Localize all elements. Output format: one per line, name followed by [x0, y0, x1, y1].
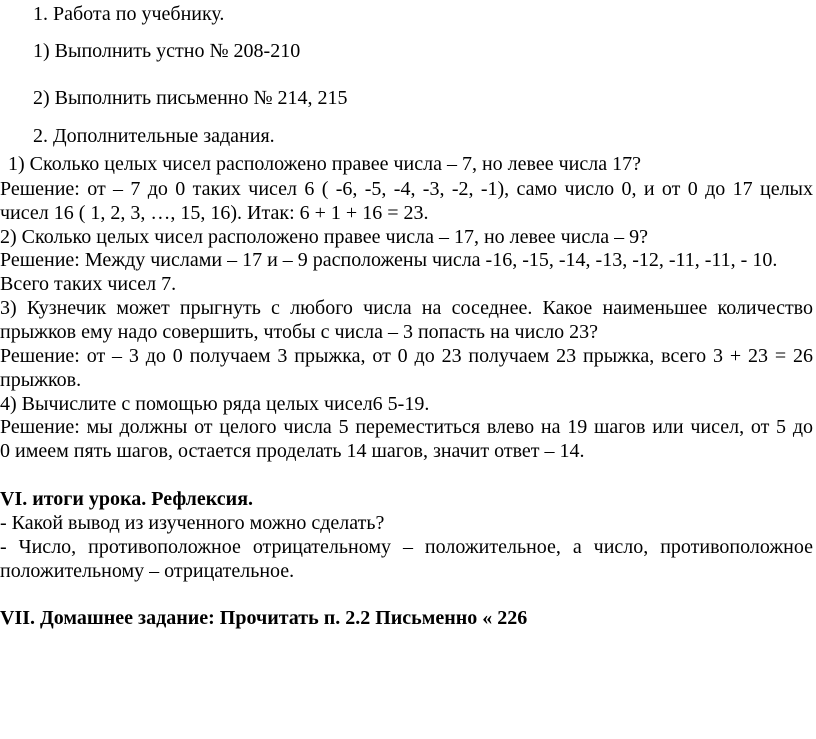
question-3-line-1: 3) Кузнечик может прыгнуть с любого числа на соседнее. Какое наименьшее количество	[0, 297, 813, 319]
task-heading-extra: 2. Дополнительные задания.	[33, 125, 275, 147]
task-heading-textbook: 1. Работа по учебнику.	[33, 3, 225, 25]
task-written: 2) Выполнить письменно № 214, 215	[33, 87, 348, 109]
question-2: 2) Сколько целых чисел расположено правее числа – 17, но левее числа – 9?	[0, 226, 648, 248]
solution-2-line-2: Всего таких чисел 7.	[0, 273, 177, 295]
solution-2-line-1: Решение: Между числами – 17 и – 9 расположены числа -16, -15, -14, -13, -12, -11, -11, - 10.	[0, 249, 778, 271]
solution-1-line-1: Решение: от – 7 до 0 таких чисел 6 ( -6, -5, -4, -3, -2, -1), само число 0, и от 0 до 17 целых	[0, 178, 813, 200]
reflection-heading: VI. итоги урока. Рефлексия.	[0, 488, 254, 510]
reflection-question: - Какой вывод из изученного можно сделать?	[0, 512, 385, 534]
question-3-line-2: прыжков ему надо совершить, чтобы с числа – 3 попасть на число 23?	[0, 321, 599, 343]
solution-1-line-2: чисел 16 ( 1, 2, 3, …, 15, 16). Итак: 6 + 1 + 16 = 23.	[0, 202, 429, 224]
reflection-answer-line-2: положительному – отрицательное.	[0, 560, 295, 582]
reflection-answer-line-1: - Число, противоположное отрицательному – положительное, а число, противоположное	[0, 536, 813, 558]
solution-3-line-1: Решение: от – 3 до 0 получаем 3 прыжка, от 0 до 23 получаем 23 прыжка, всего 3 + 23 = 26	[0, 345, 813, 367]
solution-4-line-2: 0 имеем пять шагов, остается проделать 14 шагов, значит ответ – 14.	[0, 440, 585, 462]
solution-4-line-1: Решение: мы должны от целого числа 5 переместиться влево на 19 шагов или чисел, от 5 до	[0, 416, 813, 438]
question-4: 4) Вычислите с помощью ряда целых чисел6 5-19.	[0, 393, 430, 415]
task-oral: 1) Выполнить устно № 208-210	[33, 40, 301, 62]
homework-heading: VII. Домашнее задание: Прочитать п. 2.2 Письменно « 226	[0, 607, 528, 629]
solution-3-line-2: прыжков.	[0, 369, 82, 391]
question-1: 1) Сколько целых чисел расположено правее числа – 7, но левее числа 17?	[8, 153, 641, 175]
